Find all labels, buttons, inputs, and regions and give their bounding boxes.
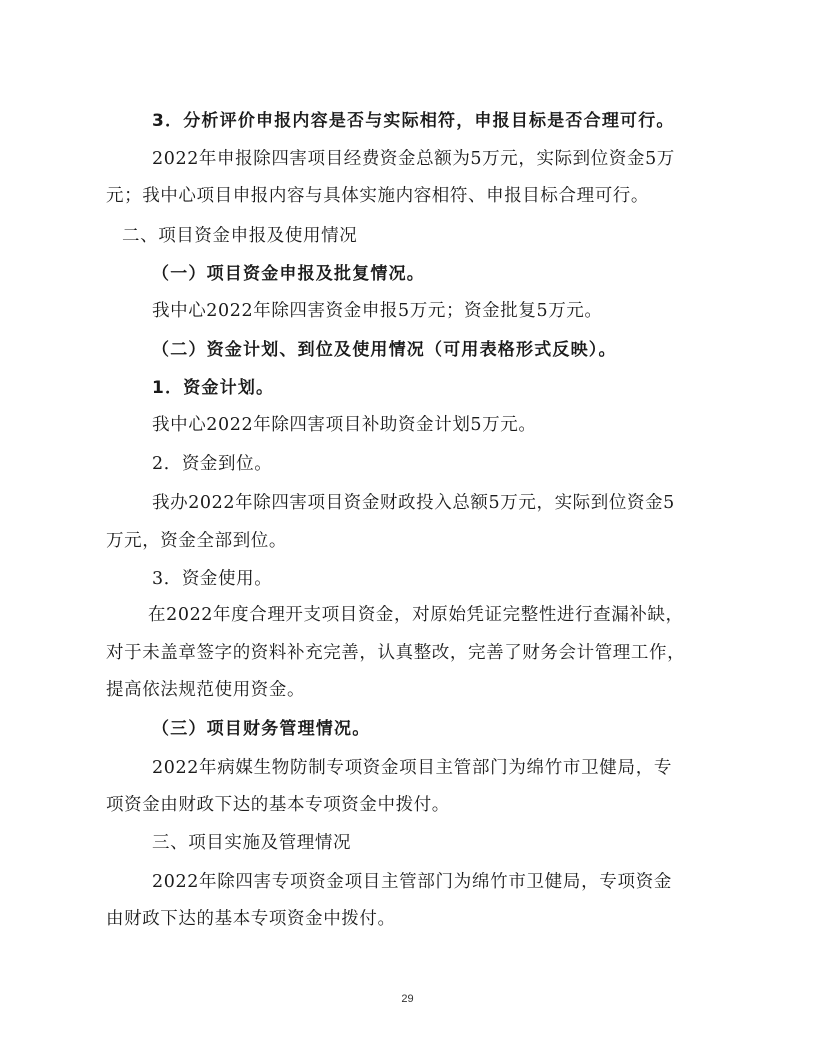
paragraph-line: 提高依法规范使用资金。 [106, 680, 306, 700]
section-heading-3: 三、项目实施及管理情况 [152, 833, 352, 853]
paragraph-line: 万元，资金全部到位。 [106, 531, 287, 551]
item-heading-3: 3．资金使用。 [152, 569, 273, 589]
subheading-3: （三）项目财务管理情况。 [152, 719, 371, 739]
paragraph-line: 对于未盖章签字的资料补充完善，认真整改，完善了财务会计管理工作， [106, 643, 686, 663]
paragraph-line: 我办2022年除四害项目资金财政投入总额5万元，实际到位资金5 [152, 493, 675, 513]
section-heading-2: 二、项目资金申报及使用情况 [122, 226, 358, 246]
paragraph-line: 我中心2022年除四害项目补助资金计划5万元。 [152, 415, 537, 435]
item-heading-2: 2．资金到位。 [152, 454, 273, 474]
subheading-1: （一）项目资金申报及批复情况。 [152, 264, 425, 284]
paragraph-line: 我中心2022年除四害资金申报5万元；资金批复5万元。 [152, 301, 603, 321]
item-heading-1: 1．资金计划。 [152, 378, 275, 398]
heading-analysis: 3．分析评价申报内容是否与实际相符，申报目标是否合理可行。 [152, 111, 675, 131]
paragraph-line: 由财政下达的基本专项资金中拨付。 [106, 909, 396, 929]
page-number: 29 [401, 993, 414, 1005]
paragraph-line: 元；我中心项目申报内容与具体实施内容相符、申报目标合理可行。 [106, 186, 649, 206]
paragraph-line: 2022年病媒生物防制专项资金项目主管部门为绵竹市卫健局，专 [152, 758, 672, 778]
paragraph-line: 项资金由财政下达的基本专项资金中拨付。 [106, 795, 450, 815]
subheading-2: （二）资金计划、到位及使用情况（可用表格形式反映）。 [152, 340, 617, 360]
paragraph-line: 2022年申报除四害项目经费资金总额为5万元，实际到位资金5万 [152, 149, 675, 169]
paragraph-line: 在2022年度合理开支项目资金，对原始凭证完整性进行查漏补缺， [148, 605, 684, 625]
paragraph-line: 2022年除四害专项资金项目主管部门为绵竹市卫健局，专项资金 [152, 872, 672, 892]
